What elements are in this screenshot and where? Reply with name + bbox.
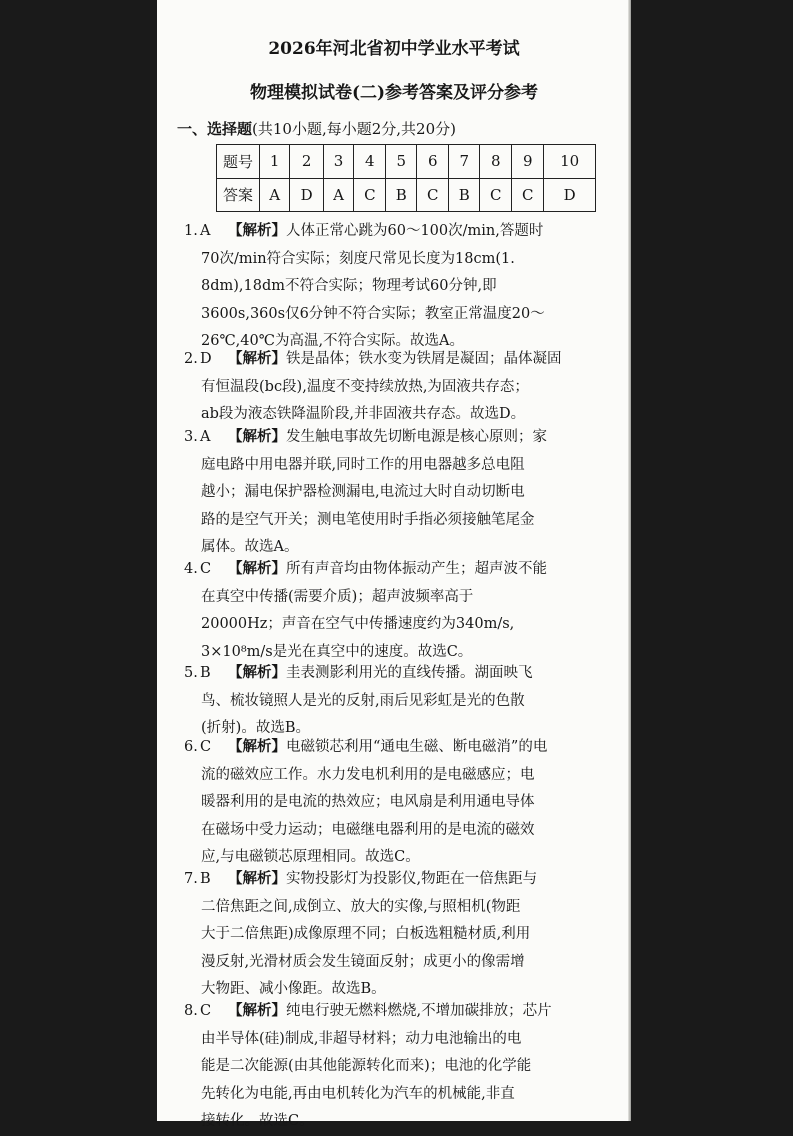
explanation-text: 鸟、梳妆镜照人是光的反射,雨后见彩虹是光的色散 [201,692,525,709]
explanation-text: 人体正常心跳为60～100次/min,答题时 [286,223,544,239]
section-heading [177,118,456,139]
answer-cell: C [512,178,544,212]
question-number-cell: 1 [260,145,290,179]
explanation-item [184,733,616,872]
analysis-tag: 【解析】 [228,350,286,367]
explanation-text: 属体。故选A。 [201,539,299,556]
explanation-text: 圭表测影利用光的直线传播。湖面映飞 [286,665,533,681]
analysis-tag: 【解析】 [228,664,286,681]
explanation-item [184,217,616,356]
page-edge-shadow [628,0,631,1121]
explanation-line [184,921,616,949]
explanation-line [184,301,616,329]
question-number: 5. [184,665,198,681]
answer-cell: D [290,178,323,212]
question-number: 3. [184,429,198,445]
explanation-text: 26℃,40℃为高温,不符合实际。故选A。 [201,333,465,350]
analysis-tag: 【解析】 [228,428,286,445]
explanation-line [184,789,616,817]
explanation-line [184,246,616,274]
explanation-text: 8dm),18dm不符合实际；物理考试60分钟,即 [201,278,497,295]
answer-letter: A [200,429,211,445]
answer-letter: A [200,223,211,239]
question-number-cell: 4 [354,145,386,179]
answer-letter: D [200,351,212,367]
explanation-text: 接转化。故选C。 [201,1113,314,1130]
explanation-line [184,659,616,688]
question-number: 7. [184,871,198,887]
explanation-line [184,949,616,977]
explanation-line [184,423,616,452]
exam-subtitle: 物理模拟试卷(二)参考答案及评分参考 [249,83,539,103]
analysis-tag: 【解析】 [228,1002,286,1019]
explanation-text: 大于二倍焦距)成像原理不同；白板选粗糙材质,利用 [201,926,531,943]
section-note: (共10小题,每小题2分,共20分) [252,120,456,138]
explanation-line [184,273,616,301]
explanation-text: 电磁锁芯利用“通电生磁、断电磁消”的电 [286,739,548,755]
explanation-text: 发生触电事故先切断电源是核心原则；家 [286,429,547,445]
explanation-line [184,507,616,535]
explanation-text: 有恒温段(bc段),温度不变持续放热,为固液共存态； [201,378,529,395]
question-number-cell: 5 [386,145,417,179]
explanation-text: 3×10⁸m/s是光在真空中的速度。故选C。 [201,643,473,660]
answer-letter: B [200,871,211,887]
explanation-line [184,997,616,1026]
question-number-cell: 7 [449,145,480,179]
row-label-answer: 答案 [217,178,260,212]
question-number-cell: 8 [480,145,512,179]
answer-letter: C [200,739,212,755]
question-number-cell: 10 [544,145,596,179]
explanation-text: 先转化为电能,再由电机转化为汽车的机械能,非直 [201,1085,515,1102]
explanation-line [184,1081,616,1109]
explanation-line [184,688,616,716]
explanation-text: 所有声音均由物体振动产生；超声波不能 [286,561,547,577]
answer-cell: C [417,178,449,212]
question-number-cell: 3 [323,145,353,179]
explanation-line [184,1026,616,1054]
explanation-item [184,423,616,562]
row-label-number: 题号 [217,145,260,179]
explanation-text: 在磁场中受力运动；电磁继电器利用的是电流的磁效 [201,821,535,838]
answer-letter: C [200,1003,212,1019]
analysis-tag: 【解析】 [228,870,286,887]
explanation-text: 由半导体(硅)制成,非超导材料；动力电池输出的电 [201,1030,522,1047]
question-number: 4. [184,561,198,577]
answer-cell: A [260,178,290,212]
explanation-text: 二倍焦距之间,成倒立、放大的实像,与照相机(物距 [201,898,521,915]
explanation-line [184,555,616,584]
explanation-line [184,584,616,612]
answer-cell: C [480,178,512,212]
explanation-text: 应,与电磁锁芯原理相同。故选C。 [201,849,420,866]
explanation-line [184,217,616,246]
explanation-text: 纯电行驶无燃料燃烧,不增加碳排放；芯片 [286,1003,552,1019]
explanation-text: 大物距、减小像距。故选B。 [201,981,386,998]
answer-table [216,144,596,212]
explanation-line [184,865,616,894]
explanation-text: 铁是晶体；铁水变为铁屑是凝固；晶体凝固 [286,351,562,367]
explanation-text: 70次/min符合实际；刻度尺常见长度为18cm(1. [201,250,515,267]
explanation-text: 庭电路中用电器并联,同时工作的用电器越多总电阻 [201,456,525,473]
answer-cell: B [386,178,417,212]
question-number: 2. [184,351,198,367]
answer-cell: C [354,178,386,212]
answer-letter: B [200,665,211,681]
explanation-line [184,733,616,762]
analysis-tag: 【解析】 [228,560,286,577]
question-number-cell: 9 [512,145,544,179]
explanation-line [184,1053,616,1081]
explanation-item [184,555,616,666]
explanation-text: 路的是空气开关；测电笔使用时手指必须接触笔尾金 [201,511,535,528]
explanation-text: 在真空中传播(需要介质)；超声波频率高于 [201,588,474,605]
explanation-item [184,997,616,1136]
explanation-line [184,894,616,922]
exam-title: 2026年河北省初中学业水平考试 [268,39,520,59]
question-number: 8. [184,1003,198,1019]
explanation-line [184,452,616,480]
answer-cell: A [323,178,353,212]
explanation-line [184,611,616,639]
explanation-text: 暖器利用的是电流的热效应；电风扇是利用通电导体 [201,794,535,811]
analysis-tag: 【解析】 [228,222,286,239]
explanation-line [184,479,616,507]
question-number: 1. [184,223,198,239]
analysis-tag: 【解析】 [228,738,286,755]
explanation-text: 3600s,360s仅6分钟不符合实际；教室正常温度20～ [201,305,545,322]
answer-row [217,178,596,212]
explanation-line [184,345,616,374]
answer-letter: C [200,561,212,577]
answer-sheet-page [157,0,631,1130]
explanation-text: ab段为液态铁降温阶段,并非固液共存态。故选D。 [201,406,526,423]
explanation-text: 20000Hz；声音在空气中传播速度约为340m/s, [201,616,515,633]
explanation-item [184,865,616,1004]
explanation-line [184,817,616,845]
explanation-item [184,659,616,743]
question-number-cell: 6 [417,145,449,179]
answer-cell: B [449,178,480,212]
explanation-line [184,374,616,402]
question-number-cell: 2 [290,145,323,179]
question-number: 6. [184,739,198,755]
answer-cell: D [544,178,596,212]
explanation-text: 流的磁效应工作。水力发电机利用的是电磁感应；电 [201,766,535,783]
explanation-text: 漫反射,光滑材质会发生镜面反射；成更小的像需增 [201,953,525,970]
explanation-text: 实物投影灯为投影仪,物距在一倍焦距与 [286,871,538,887]
section-title: 一、选择题 [177,120,253,138]
explanation-text: 能是二次能源(由其他能源转化而来)；电池的化学能 [201,1058,532,1075]
question-number-row [217,145,596,179]
explanation-text: (折射)。故选B。 [201,720,310,737]
explanation-line [184,762,616,790]
explanation-item [184,345,616,429]
explanation-line [184,1108,616,1136]
explanation-text: 越小；漏电保护器检测漏电,电流过大时自动切断电 [201,484,525,501]
